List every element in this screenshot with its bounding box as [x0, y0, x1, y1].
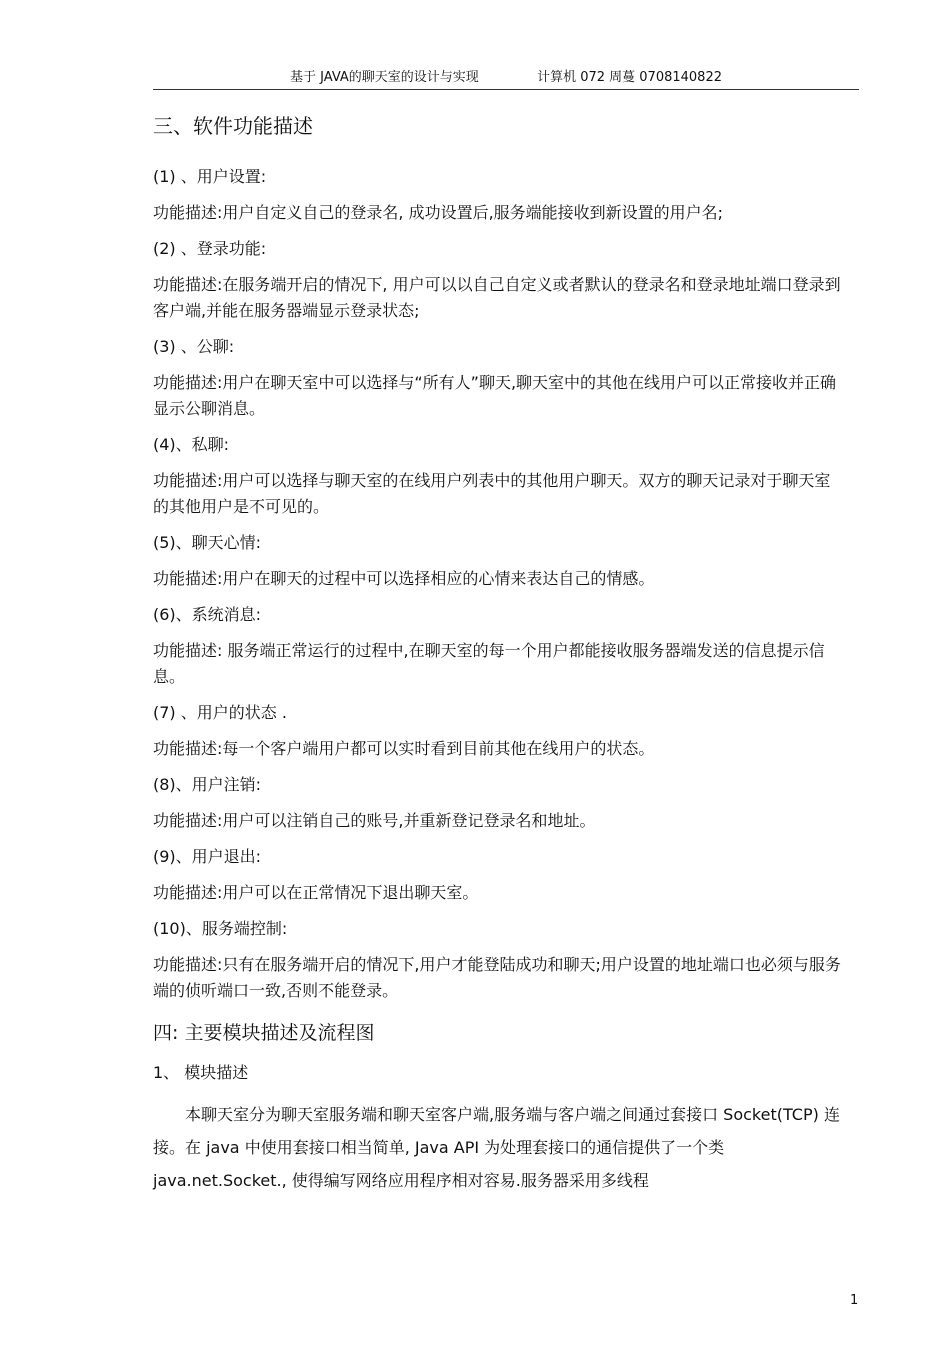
item-8-label: (8)、用户注销: — [153, 775, 262, 794]
item-8-desc: 功能描述:用户可以注销自己的账号,并重新登记登录名和地址。 — [153, 811, 596, 830]
page-header — [153, 66, 859, 90]
section-4-subheading: 1、 模块描述 — [153, 1063, 249, 1082]
item-7-desc: 功能描述:每一个客户端用户都可以实时看到目前其他在线用户的状态。 — [153, 739, 655, 758]
item-9-desc: 功能描述:用户可以在正常情况下退出聊天室。 — [153, 883, 479, 902]
item-1-label: (1) 、用户设置: — [153, 167, 267, 186]
item-6-desc: 功能描述: 服务端正常运行的过程中,在聊天室的每一个用户都能接收服务器端发送的信息提示信息。 — [153, 641, 825, 686]
header-author-info: 计算机 072 周蔓 0708140822 — [537, 70, 722, 85]
item-2-desc: 功能描述:在服务端开启的情况下, 用户可以以自己自定义或者默认的登录名和登录地址端口登录到客户端,并能在服务器端显示登录状态; — [153, 275, 841, 320]
item-5-label: (5)、聊天心情: — [153, 533, 262, 552]
section-3-heading: 三、软件功能描述 — [153, 114, 313, 138]
item-10-label: (10)、服务端控制: — [153, 919, 288, 938]
module-description-paragraph: 本聊天室分为聊天室服务端和聊天室客户端,服务端与客户端之间通过套接口 Socket(TCP) 连接。在 java 中使用套接口相当简单, Java API 为处理套接口的通信提供了一个类 java.net.Socket., 使得编写网络应用程序相对容易.服务器采用多线程 — [153, 1105, 840, 1190]
item-10-desc: 功能描述:只有在服务端开启的情况下,用户才能登陆成功和聊天;用户设置的地址端口也必须与服务端的侦听端口一致,否则不能登录。 — [153, 955, 841, 1000]
section-4-heading: 四: 主要模块描述及流程图 — [153, 1022, 375, 1044]
item-4-label: (4)、私聊: — [153, 435, 230, 454]
page-number: 1 — [850, 1293, 859, 1308]
item-3-desc: 功能描述:用户在聊天室中可以选择与“所有人”聊天,聊天室中的其他在线用户可以正常接收并正确显示公聊消息。 — [153, 373, 837, 418]
item-9-label: (9)、用户退出: — [153, 847, 262, 866]
item-1-desc: 功能描述:用户自定义自己的登录名, 成功设置后,服务端能接收到新设置的用户名; — [153, 203, 724, 222]
item-2-label: (2) 、登录功能: — [153, 239, 267, 258]
header-title: 基于 JAVA的聊天室的设计与实现 — [290, 70, 479, 85]
item-6-label: (6)、系统消息: — [153, 605, 262, 624]
page-content — [153, 110, 843, 1197]
item-7-label: (7) 、用户的状态 . — [153, 703, 287, 722]
item-5-desc: 功能描述:用户在聊天的过程中可以选择相应的心情来表达自己的情感。 — [153, 569, 655, 588]
item-3-label: (3) 、公聊: — [153, 337, 235, 356]
item-4-desc: 功能描述:用户可以选择与聊天室的在线用户列表中的其他用户聊天。双方的聊天记录对于聊天室的其他用户是不可见的。 — [153, 471, 831, 516]
